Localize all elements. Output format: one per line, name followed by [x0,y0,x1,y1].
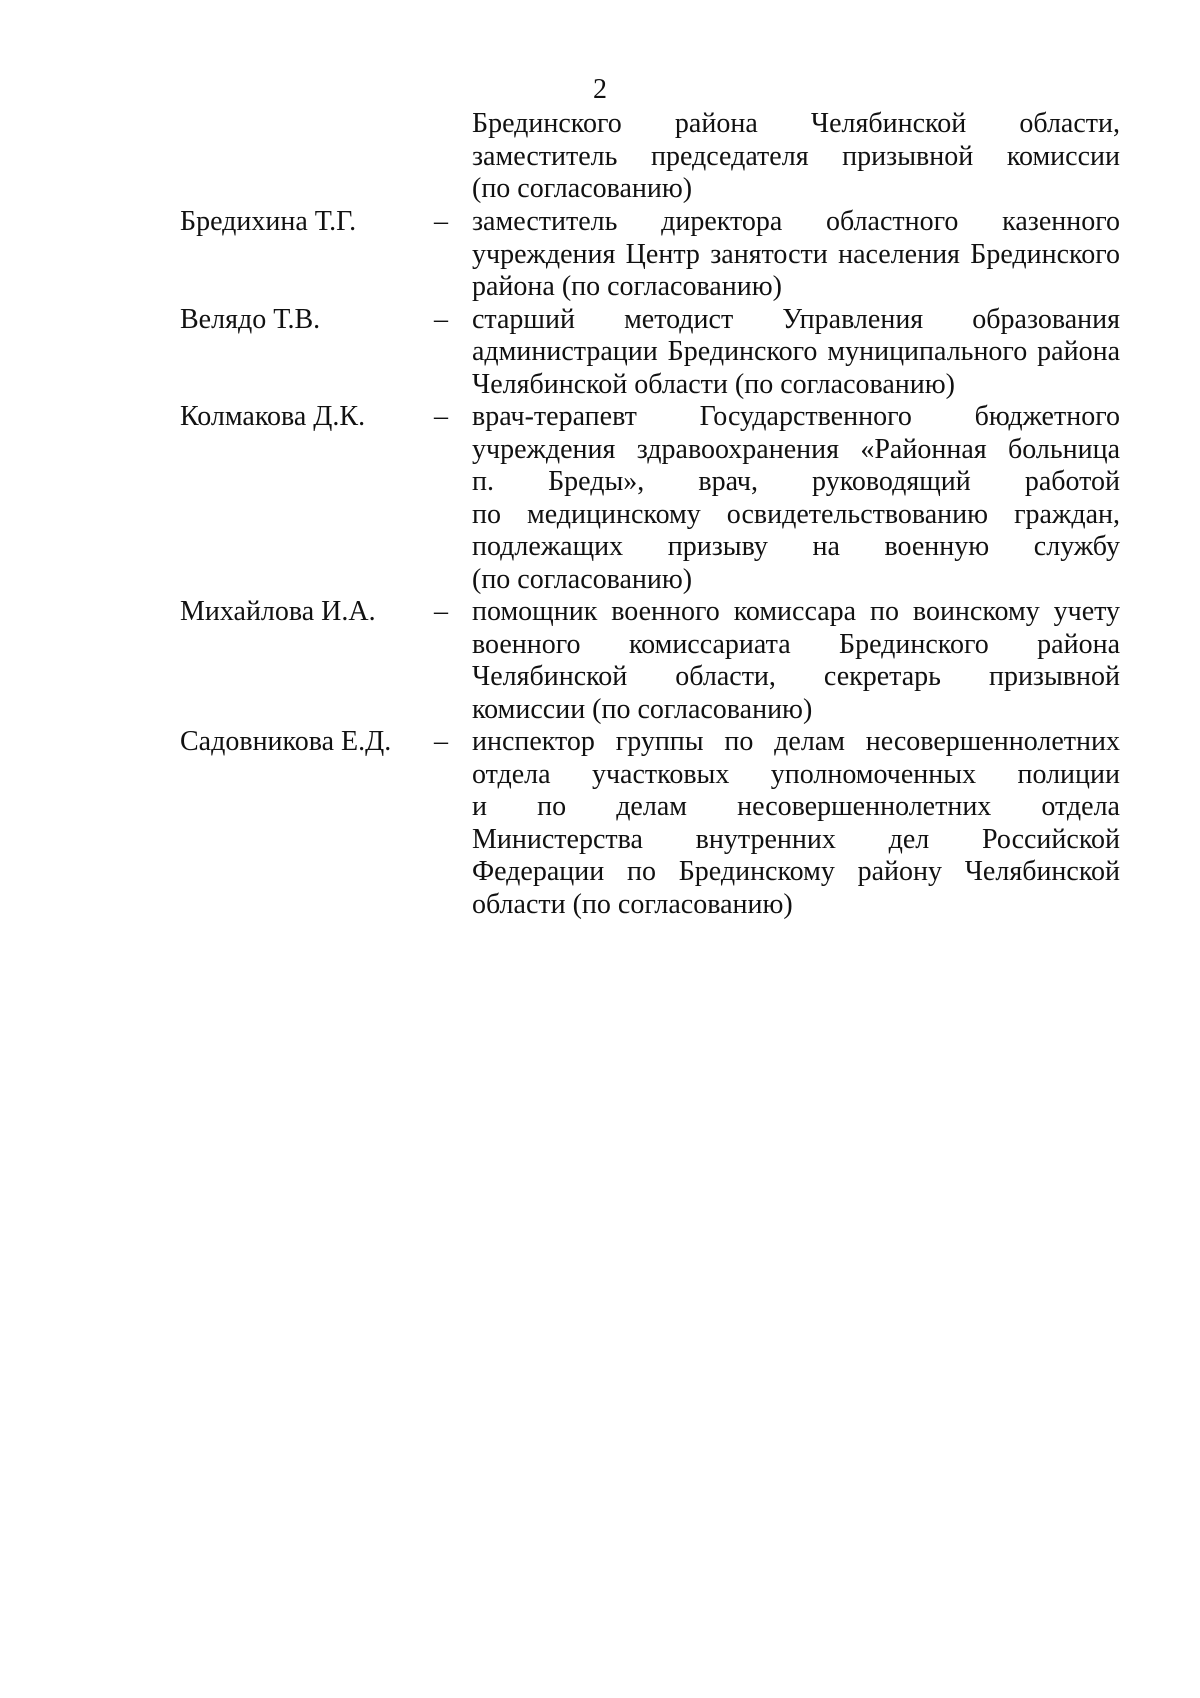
description-line: Министерства внутренних дел Российской [472,823,1120,855]
description-line: п. Бреды», врач, руководящий работой [472,466,1120,497]
dash-separator: – [434,726,448,757]
member-entry [180,726,1120,921]
page-number: 2 [593,74,607,105]
dash-separator: – [434,596,448,627]
member-name: Садовникова Е.Д. [180,726,392,757]
member-name: Михайлова И.А. [180,596,376,627]
dash-separator: – [434,401,448,432]
description-line: заместитель председателя призывной комиссии [472,140,1120,172]
description-line: старший методист Управления образования [472,303,1120,335]
description-line: заместитель директора областного казенного [472,206,1120,237]
description-line: инспектор группы по делам несовершеннолетних [472,726,1120,757]
dash-separator: – [434,303,448,335]
commission-member-list [180,206,1120,921]
member-name: Колмакова Д.К. [180,401,366,432]
description-line: Челябинской области (по согласованию) [472,368,955,400]
description-line: и по делам несовершеннолетних отдела [472,791,1120,822]
description-line: учреждения Центр занятости населения Брединского [472,238,1120,270]
member-description [472,401,1120,596]
member-description [472,596,1120,726]
description-line: отдела участковых уполномоченных полиции [472,758,1120,790]
member-entry [180,401,1120,596]
description-line: военного комиссариата Брединского района [472,628,1120,660]
description-line: подлежащих призыву на военную службу [472,531,1120,562]
member-name: Бредихина Т.Г. [180,206,357,237]
description-line: врач-терапевт Государственного бюджетного [472,401,1120,432]
member-name: Велядо Т.В. [180,303,321,335]
description-line: Федерации по Брединскому району Челябинской [472,856,1120,887]
member-description [472,726,1120,921]
description-line: (по согласованию) [472,563,693,595]
member-entry [180,206,1120,304]
description-line: (по согласованию) [472,173,693,204]
description-line: администрации Брединского муниципального района [472,336,1120,367]
continued-description [472,108,1120,206]
description-line: области (по согласованию) [472,888,793,920]
member-description [472,304,1120,402]
description-line: Брединского района Челябинской области, [472,108,1120,139]
description-line: района (по согласованию) [472,271,782,302]
description-line: по медицинскому освидетельствованию граждан, [472,498,1120,530]
description-line: помощник военного комиссара по воинскому учету [472,596,1120,627]
dash-separator: – [434,206,448,237]
member-entry [180,596,1120,726]
description-line: Челябинской области, секретарь призывной [472,661,1120,692]
description-line: учреждения здравоохранения «Районная больница [472,433,1120,465]
description-line: комиссии (по согласованию) [472,693,813,725]
member-description [472,206,1120,304]
member-entry [180,304,1120,402]
